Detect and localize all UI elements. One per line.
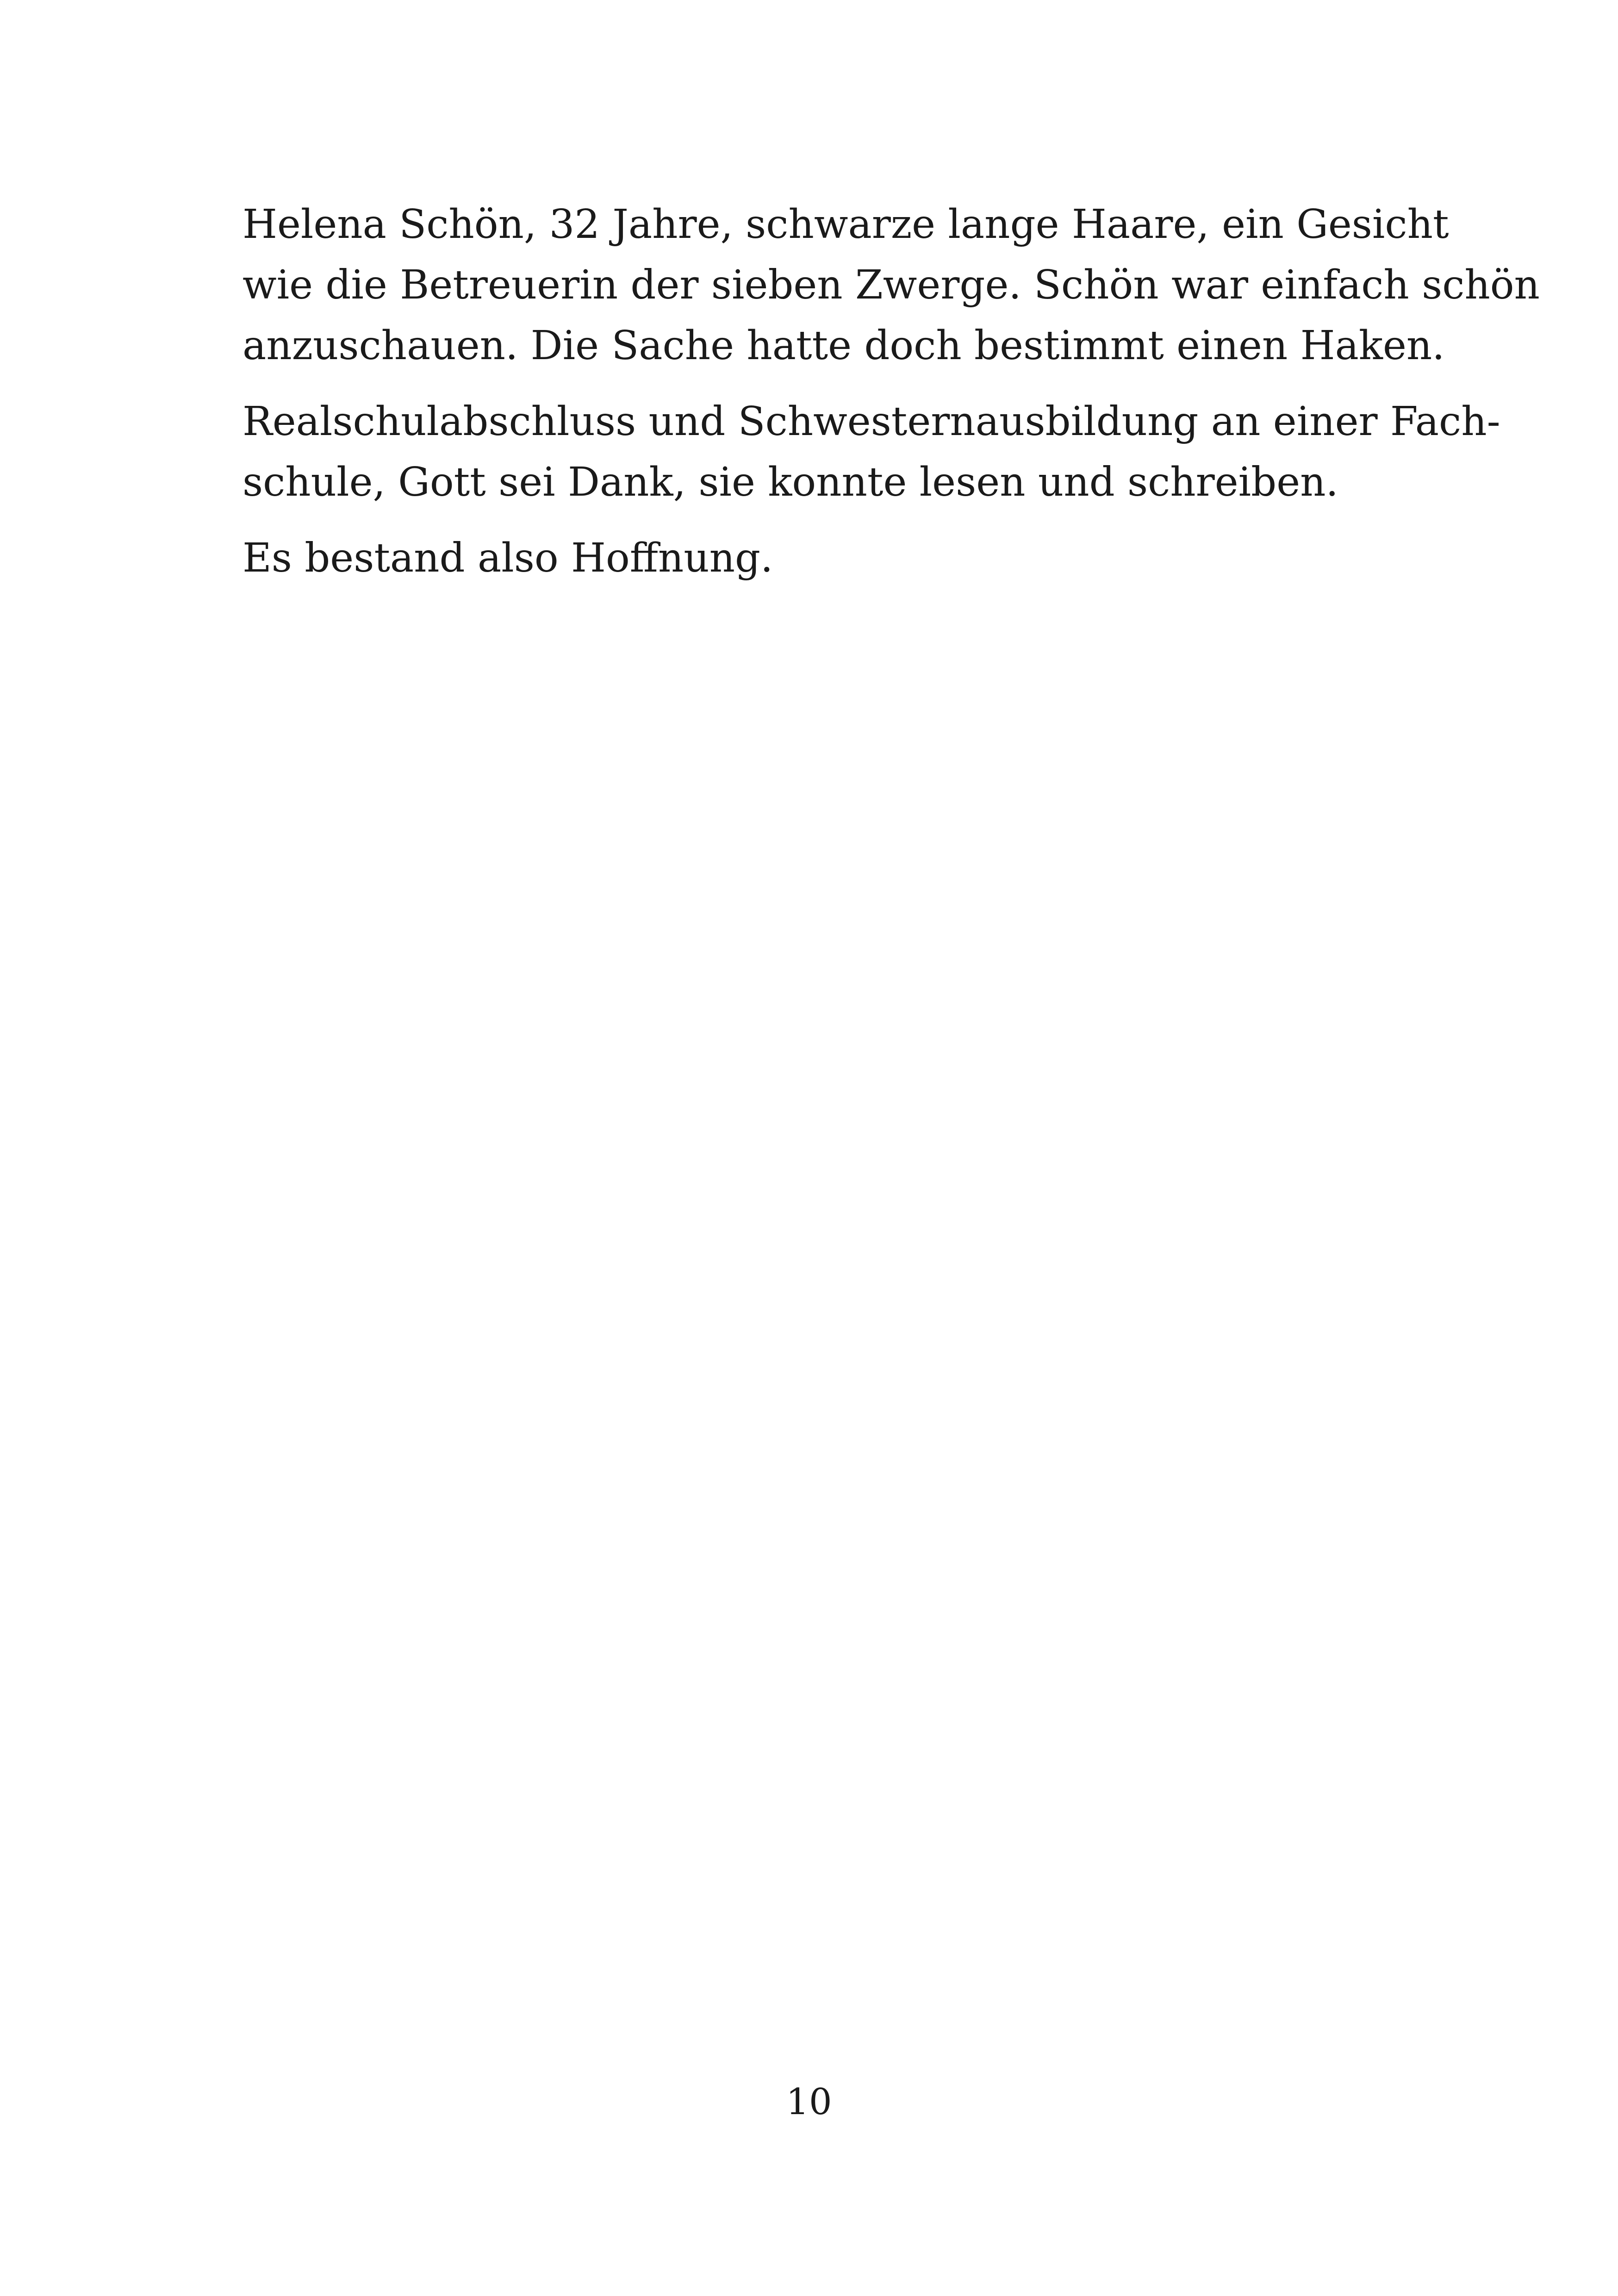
page-number: 10	[786, 2081, 832, 2123]
text-line: Realschulabschluss und Schwesternausbildung an einer Fach-	[243, 398, 1500, 445]
text-line: Helena Schön, 32 Jahre, schwarze lange Haare, ein Gesicht	[243, 201, 1449, 248]
paragraph-2	[187, 392, 1500, 513]
paragraph-1	[187, 194, 1540, 376]
text-line: Es bestand also Hoffnung.	[243, 535, 773, 581]
text-line: anzuschauen. Die Sache hatte doch bestimmt einen Haken.	[243, 323, 1445, 369]
text-line: wie die Betreuerin der sieben Zwerge. Schön war einfach schön	[243, 262, 1540, 308]
text-line: schule, Gott sei Dank, sie konnte lesen und schreiben.	[243, 459, 1338, 505]
body-text	[187, 194, 1540, 604]
paragraph-3	[187, 528, 1413, 589]
